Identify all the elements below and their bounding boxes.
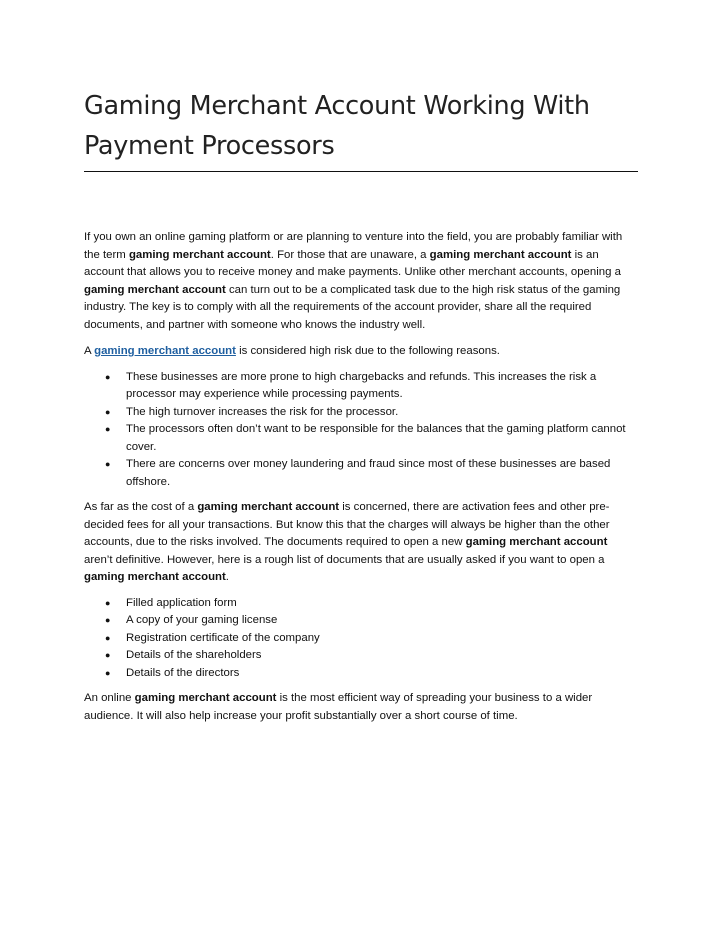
list-item-text: Details of the shareholders: [126, 649, 262, 661]
list-item-text: Filled application form: [126, 596, 237, 609]
text-run: . For those that are unaware, a: [270, 248, 430, 261]
bullet-icon: ●: [105, 615, 111, 625]
bullet-icon: ●: [105, 667, 111, 678]
list-item-text: The processors often don’t want to be responsible for the balances that the gaming platform cannot cover.: [126, 423, 626, 453]
document-body: [84, 229, 636, 725]
list-item: [105, 612, 636, 630]
gaming-merchant-account-link[interactable]: gaming merchant account: [94, 345, 236, 357]
bullet-icon: ●: [105, 632, 111, 643]
risk-reasons-list: [84, 369, 636, 492]
list-item-text: Details of the directors: [126, 666, 240, 679]
keyword-bold: gaming merchant account: [84, 571, 226, 583]
cost-paragraph: [84, 499, 636, 587]
list-item: [105, 665, 636, 683]
text-run: As far as the cost of a: [84, 501, 198, 513]
keyword-bold: gaming merchant account: [197, 501, 340, 513]
bullet-icon: ●: [105, 406, 111, 417]
bullet-icon: ●: [105, 597, 111, 608]
keyword-bold: gaming merchant account: [134, 692, 277, 704]
text-run: is considered high risk due to the following reasons.: [235, 345, 500, 357]
intro-paragraph: [84, 229, 636, 334]
text-run: If you own an online gaming platform or are planning to venture into the field, you are probably familiar with the term: [84, 231, 623, 261]
text-run: is concerned, there are activation fees and other pre-decided fees for all your transactions. But know this that the charges will always be higher than the other accounts, due to the risks involved. The documents required to open a new: [84, 501, 610, 548]
title-underline-rule: [84, 171, 638, 172]
list-item-text: A copy of your gaming license: [126, 614, 278, 626]
keyword-bold: gaming merchant account: [128, 248, 271, 261]
list-item: [105, 647, 636, 665]
title-line-1: Gaming Merchant Account Working With: [84, 91, 590, 121]
list-item: [105, 404, 636, 422]
list-item-text: There are concerns over money laundering and fraud since most of these businesses are based offshore.: [126, 458, 611, 488]
bullet-icon: ●: [105, 650, 111, 660]
documents-list: [84, 595, 636, 683]
text-run: aren’t definitive. However, here is a rough list of documents that are usually asked if you want to open a: [84, 553, 605, 566]
text-run: is an account that allows you to receive money and make payments. Unlike other merchant accounts, opening a: [84, 248, 621, 278]
page-title: [84, 86, 636, 166]
bullet-icon: ●: [105, 371, 111, 382]
list-item-text: These businesses are more prone to high chargebacks and refunds. This increases the risk a processor may experience while processing payments.: [126, 370, 597, 400]
text-run: A: [84, 345, 95, 357]
closing-paragraph: [84, 690, 636, 725]
keyword-bold: gaming merchant account: [465, 536, 608, 548]
list-item-text: Registration certificate of the company: [126, 631, 320, 644]
bullet-icon: ●: [105, 459, 111, 469]
text-run: is the most efficient way of spreading your business to a wider audience. It will also help increase your profit substantially over a short course of time.: [84, 692, 593, 722]
keyword-bold: gaming merchant account: [429, 248, 572, 261]
list-item-text: The high turnover increases the risk for the processor.: [126, 405, 399, 418]
text-run: An online: [84, 692, 135, 704]
keyword-bold: gaming merchant account: [84, 283, 226, 296]
list-item: [105, 421, 636, 456]
list-item: [105, 456, 636, 491]
text-run: .: [225, 571, 229, 583]
title-line-2: Payment Processors: [84, 131, 335, 161]
risk-intro-paragraph: [84, 343, 636, 361]
bullet-icon: ●: [105, 424, 111, 434]
list-item: [105, 595, 636, 613]
list-item: [105, 630, 636, 648]
list-item: [105, 369, 636, 404]
text-run: can turn out to be a complicated task due to the high risk status of the gaming industry. The key is to comply with all the requirements of the account provider, share all the required documents, and partner with someone who knows the industry well.: [84, 283, 621, 331]
